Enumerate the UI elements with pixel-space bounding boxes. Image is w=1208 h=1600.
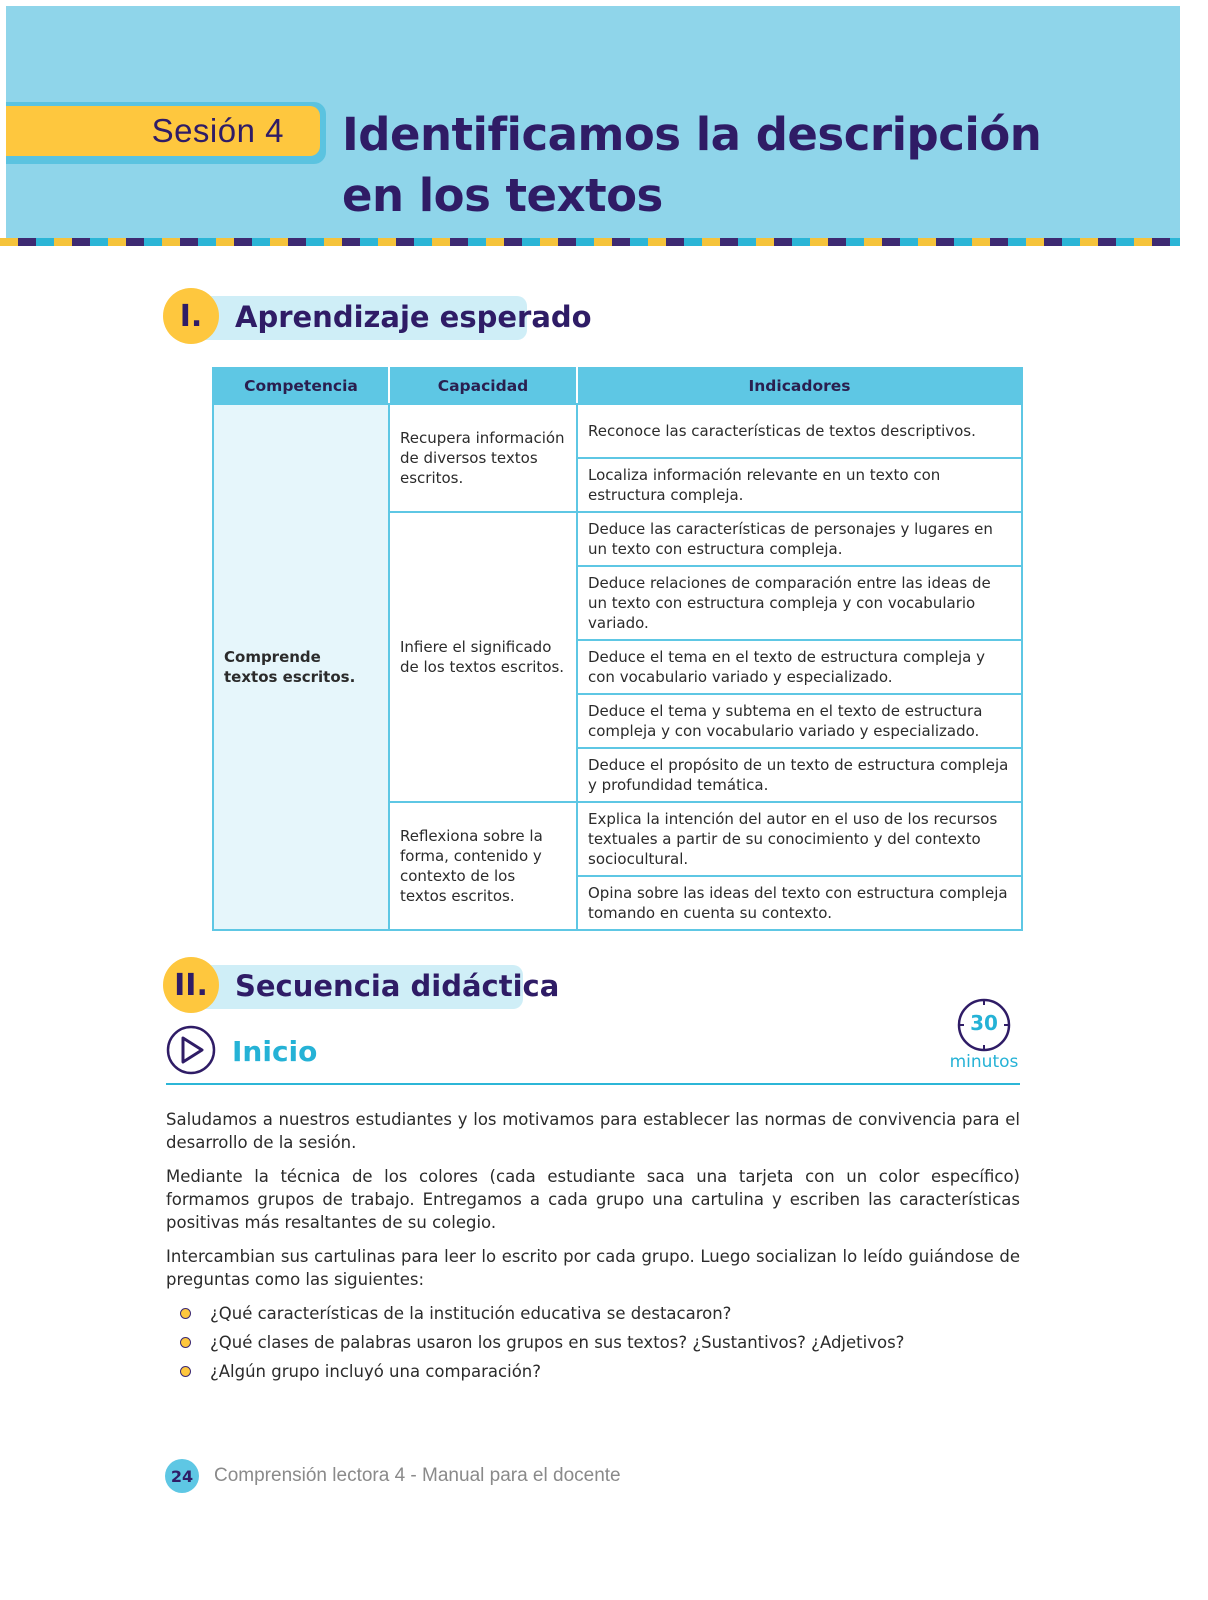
footer-text: Comprensión lectora 4 - Manual para el docente — [214, 1465, 621, 1486]
section-title: Secuencia didáctica — [235, 969, 560, 1003]
column-header-competencia: Competencia — [213, 368, 389, 404]
session-label: Sesión 4 — [151, 112, 284, 149]
question-text: ¿Qué clases de palabras usaron los grupos en sus textos? ¿Sustantivos? ¿Adjetivos? — [210, 1333, 905, 1352]
indicator-cell: Explica la intención del autor en el uso de los recursos textuales a partir de su conocimiento y del contexto sociocultural. — [577, 802, 1022, 876]
section-heading-aprendizaje — [163, 288, 592, 348]
question-list — [166, 1302, 1020, 1383]
indicator-cell: Localiza información relevante en un texto con estructura compleja. — [577, 458, 1022, 512]
session-tab-inner — [6, 106, 320, 156]
section-numeral: II. — [163, 957, 219, 1013]
inicio-body — [166, 1108, 1020, 1389]
capacity-cell: Infiere el significado de los textos escritos. — [389, 512, 577, 802]
indicator-cell: Reconoce las características de textos descriptivos. — [577, 404, 1022, 458]
paragraph: Saludamos a nuestros estudiantes y los motivamos para establecer las normas de convivencia para el desarrollo de la sesión. — [166, 1110, 1020, 1152]
paragraph: Mediante la técnica de los colores (cada estudiante saca una tarjeta con un color específico) formamos grupos de trabajo. Entregamos a cada grupo una cartulina y escriben las características positivas más resaltantes de su colegio. — [166, 1167, 1020, 1232]
competence-cell: Comprende textos escritos. — [213, 404, 389, 930]
capacity-cell: Reflexiona sobre la forma, contenido y contexto de los textos escritos. — [389, 802, 577, 930]
column-header-capacidad: Capacidad — [389, 368, 577, 404]
paragraph: Intercambian sus cartulinas para leer lo escrito por cada grupo. Luego socializan lo leído guiándose de preguntas como las siguientes: — [166, 1247, 1020, 1289]
inicio-title: Inicio — [232, 1035, 318, 1068]
bullet-icon — [180, 1366, 191, 1377]
capacity-cell: Recupera información de diversos textos escritos. — [389, 404, 577, 512]
indicator-cell: Deduce relaciones de comparación entre las ideas de un texto con estructura compleja y con vocabulario variado. — [577, 566, 1022, 640]
table-header-row — [213, 368, 1022, 404]
bullet-icon — [180, 1337, 191, 1348]
indicator-cell: Deduce el tema y subtema en el texto de estructura compleja y con vocabulario variado y especializado. — [577, 694, 1022, 748]
bullet-icon — [180, 1308, 191, 1319]
indicator-cell: Deduce el tema en el texto de estructura compleja y con vocabulario variado y especializado. — [577, 640, 1022, 694]
list-item — [166, 1360, 1020, 1383]
timer-unit: minutos — [949, 1052, 1019, 1072]
question-text: ¿Qué características de la institución educativa se destacaron? — [210, 1304, 732, 1323]
indicator-cell: Deduce el propósito de un texto de estructura compleja y profundidad temática. — [577, 748, 1022, 802]
timer-value: 30 — [970, 1011, 998, 1035]
learning-table — [212, 367, 1023, 931]
session-tab — [6, 102, 326, 164]
page-number: 24 — [165, 1459, 199, 1493]
question-text: ¿Algún grupo incluyó una comparación? — [210, 1362, 542, 1381]
indicator-cell: Deduce las características de personajes y lugares en un texto con estructura compleja. — [577, 512, 1022, 566]
column-header-indicadores: Indicadores — [577, 368, 1022, 404]
table-row — [213, 404, 1022, 458]
play-icon — [166, 1025, 216, 1075]
section-numeral: I. — [163, 288, 219, 344]
decorative-stripe — [0, 238, 1180, 246]
list-item — [166, 1331, 1020, 1354]
section-heading-secuencia — [163, 957, 560, 1017]
page-title: Identificamos la descripción en los textos — [342, 108, 1042, 222]
indicator-cell: Opina sobre las ideas del texto con estructura compleja tomando en cuenta su contexto. — [577, 876, 1022, 930]
inicio-divider — [166, 1083, 1020, 1085]
section-title: Aprendizaje esperado — [235, 300, 592, 334]
list-item — [166, 1302, 1020, 1325]
